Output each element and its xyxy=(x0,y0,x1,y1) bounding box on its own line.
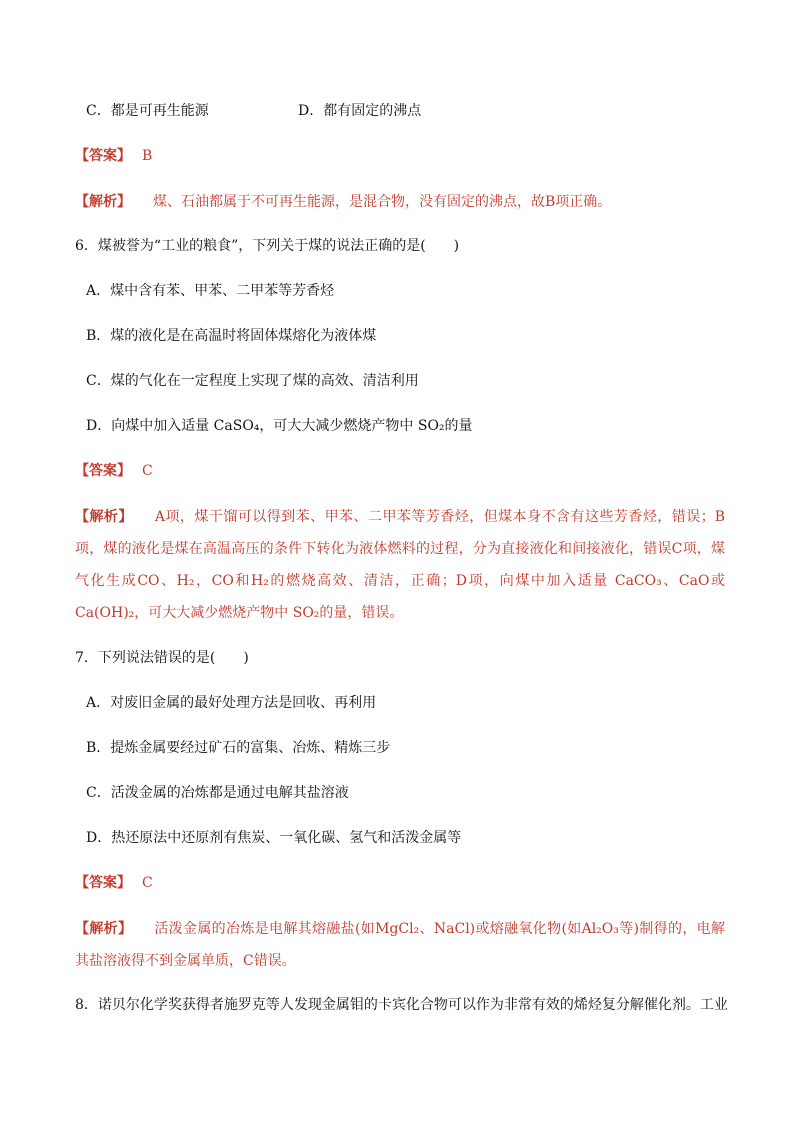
q7-option-d: D．热还原法中还原剂有焦炭、一氧化碳、氢气和活泼金属等 xyxy=(86,830,462,846)
q7-option-c: C．活泼金属的冶炼都是通过电解其盐溶液 xyxy=(86,785,349,801)
q7-stem: 7．下列说法错误的是( ) xyxy=(75,650,249,666)
q5-option-d: D．都有固定的沸点 xyxy=(298,103,422,119)
q7-analysis-text: 活泼金属的冶炼是电解其熔融盐(如MgCl₂、NaCl)或熔融氧化物(如Al₂O₃等)制得的，电解其盐溶液得不到金属单质，C错误。 xyxy=(75,921,726,969)
q6-option-a: A．煤中含有苯、甲苯、二甲苯等芳香烃 xyxy=(86,283,335,299)
q8-stem: 8．诺贝尔化学奖获得者施罗克等人发现金属钼的卡宾化合物可以作为非常有效的烯烃复分解催化剂。工业 xyxy=(75,997,728,1013)
q5-option-c: C．都是可再生能源 xyxy=(86,103,209,119)
q6-answer-tag: 【答案】 xyxy=(75,463,131,479)
q5-analysis xyxy=(75,186,725,218)
q6-option-c: C．煤的气化在一定程度上实现了煤的高效、清洁利用 xyxy=(86,373,419,389)
q7-option-b: B．提炼金属要经过矿石的富集、冶炼、精炼三步 xyxy=(86,740,391,756)
q6-option-b: B．煤的液化是在高温时将固体煤熔化为液体煤 xyxy=(86,328,377,344)
q6-analysis xyxy=(75,501,725,629)
q7-analysis-tag: 【解析】 xyxy=(75,921,133,937)
q7-answer: C xyxy=(142,875,153,891)
q6-analysis-tag: 【解析】 xyxy=(75,509,133,525)
q7-analysis xyxy=(75,913,725,977)
q7-option-a: A．对废旧金属的最好处理方法是回收、再利用 xyxy=(86,695,377,711)
q7-answer-tag: 【答案】 xyxy=(75,875,131,891)
q6-answer: C xyxy=(142,463,153,479)
q6-analysis-text: A项，煤干馏可以得到苯、甲苯、二甲苯等芳香烃，但煤本身不含有这些芳香烃，错误；B项，煤的液化是煤在高温高压的条件下转化为液体燃料的过程，分为直接液化和间接液化，错误C项，煤气化生成CO、H₂，CO和H₂的燃烧高效、清洁，正确；D项，向煤中加入适量 CaCO₃、CaO或Ca(OH)₂，可大大减少燃烧产物中 SO₂的量，错误。 xyxy=(75,509,725,621)
q5-analysis-tag: 【解析】 xyxy=(75,194,131,210)
q5-answer-tag: 【答案】 xyxy=(75,148,131,164)
q5-answer: B xyxy=(142,148,153,164)
q5-analysis-text: 煤、石油都属于不可再生能源，是混合物，没有固定的沸点，故B项正确。 xyxy=(153,194,612,210)
q6-option-d: D．向煤中加入适量 CaSO₄，可大大减少燃烧产物中 SO₂的量 xyxy=(86,418,473,434)
q6-stem: 6．煤被誉为“工业的粮食”，下列关于煤的说法正确的是( ) xyxy=(75,238,460,254)
